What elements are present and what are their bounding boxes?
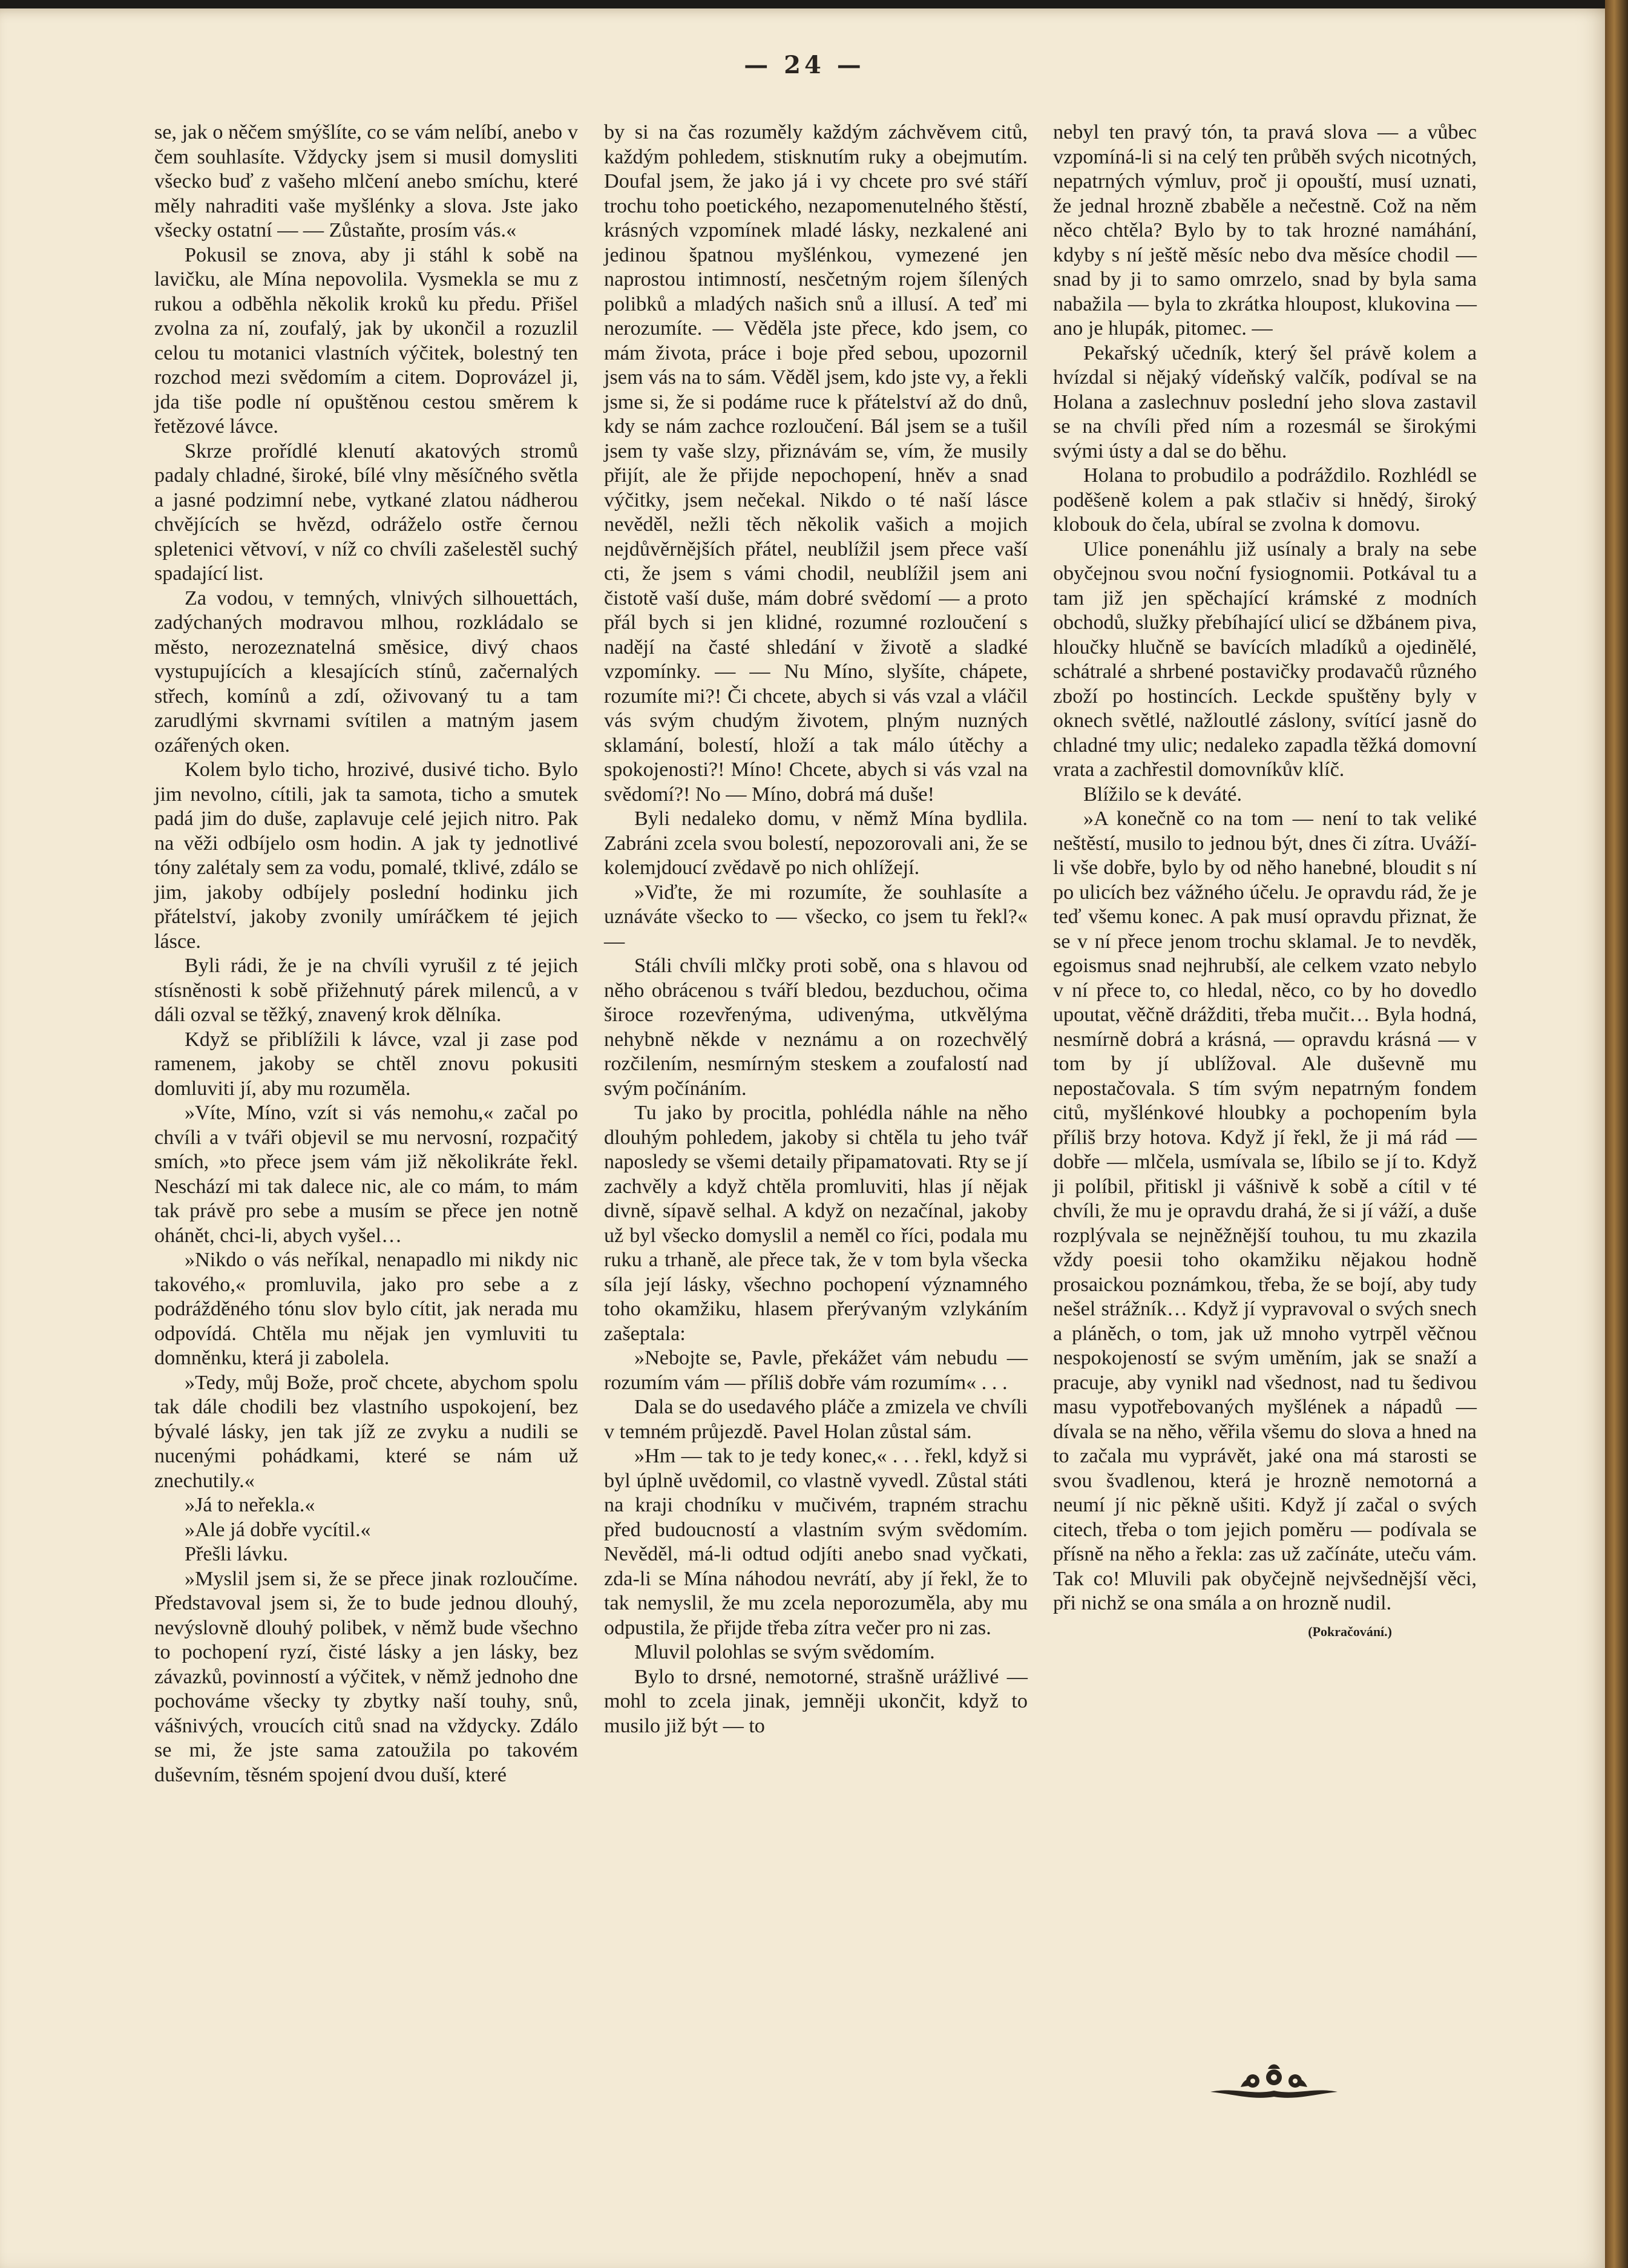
page [0,8,1609,2268]
paragraph: »Nikdo o vás neříkal, nenapadlo mi nikdy nic takového,« promluvila, jako pro sebe a z podrážděného tónu slov bylo cítit, jak nerada mu odpovídá. Chtěla mu nějak jen vymluviti tu domněnku, která ji zabolela. [154,1249,578,1369]
paragraph: Kolem bylo ticho, hrozivé, dusivé ticho. Bylo jim nevolno, cítili, jak ta samota, ticho a smutek padá jim do duše, zaplavuje celé jejich nitro. Pak na věži odbíjelo osm hodin. A jak ty jednotlivé tóny zalétaly sem za vodu, pomalé, tklivé, zdálo se jim, jakoby odbíjely poslední hodinku jich přátelství, jakoby zvonily umíráčkem té jejich lásce. [154,758,578,953]
paragraph: Za vodou, v temných, vlnivých silhouettách, zadýchaných modravou mlhou, rozkládalo se město, nerozeznatelná směsice, divý chaos vystupujících a klesajících stínů, začernalých střech, komínů a zdí, oživovaný tu a tam zarudlými skvrnami svítilen a matným jasem ozářených oken. [154,587,578,757]
page-number: — 24 — [744,51,865,79]
continuation-note: (Pokračování.) [1308,1623,1392,1639]
paragraph: nebyl ten pravý tón, ta pravá slova — a vůbec vzpomíná-li si na celý ten průběh svých nicotných, nepatrných výmluv, proč ji opouští, musí uznati, že jednal hrozně zbaběle a nečestně. Což na něm něco chtěla? Bylo by to tak hrozné namáhání, kdyby s ní ještě měsíc nebo dva měsíce chodil — snad by ji to samo omrzelo, snad by byla sama nabažila — byla to zkrátka hloupost, klukovina — ano je hlupák, pitomec. — [1053,121,1477,340]
paragraph: Když se přiblížili k lávce, vzal ji zase pod ramenem, jakoby se chtěl znovu pokusiti domluviti jí, aby mu rozuměla. [154,1028,578,1100]
paragraph: Bylo to drsné, nemotorné, strašně urážlivé — mohl to zcela jinak, jemněji ukončit, když to musilo již být — to [604,1665,1028,1737]
paragraph: Skrze prořídlé klenutí akatových stromů padaly chladné, široké, bílé vlny měsíčného světla a jasné podzimní nebe, vytkané zlatou nádherou chvějících se hvězd, odráželo ostře černou spletenici větvoví, v níž co chvíli zašelestěl suchý spadající list. [154,439,578,585]
paragraph: se, jak o něčem smýšlíte, co se vám nelíbí, anebo v čem souhlasíte. Vždycky jsem si musil domysliti všecko buď z vašeho mlčení anebo smíchu, které měly nahraditi vaše myšlénky a slova. Jste jako všecky ostatní — — Zůstaňte, prosím vás.« [154,121,578,242]
paragraph: by si na čas rozuměly každým záchvěvem citů, každým pohledem, stisknutím ruky a obejmutím. Doufal jsem, že jako já i vy chcete pro své stáří trochu toho poetického, nezapomenutelného štěstí, krásných vzpomínek mladé lásky, nezkalené ani jedinou špatnou myšlénkou, vymezené jen naprostou intimností, nesčetným rojem šílených polibků a mladých našich snů a illusí. A teď mi nerozumíte. — Věděla jste přece, kdo jsem, co mám života, práce i boje před sebou, upozornil jsem vás na to sám. Věděl jsem, kdo jste vy, a řekli jsme si, že si podáme ruce k přátelství až do dnů, kdy se nám zachce rozloučení. Bál jsem se a tušil jsem ty vaše slzy, přiznávám se, vím, že musily přijít, ale že přijde nepochopení, hněv a snad výčitky, jsem nečekal. Nikdo o té naší lásce nevěděl, nežli těch několik vašich a mojich nejdůvěrnějších přátel, neublížil jsem přece vaší cti, že jsem s vámi chodil, neublížil jsem ani čistotě vaší duše, mám dobré svědomí — a proto přál bych si jen klidné, rozumné rozloučení s nadějí na časté shledání v životě a sladké vzpomínky. — — Nu Míno, slyšíte, chápete, rozumíte mi?! Či chcete, abych si vás vzal a vláčil vás svým chudým životem, plným nuzných sklamání, bolestí, hloží a tak málo útěchy a spokojenosti?! Míno! Chcete, abych si vás vzal na svědomí?! No — Míno, dobrá má duše! [604,121,1028,806]
paragraph: Blížilo se k deváté. [1083,783,1242,806]
paragraph: »A konečně co na tom — není to tak veliké neštěstí, musilo to jednou být, dnes či zítra. Uváží-li vše dobře, bylo by od něho hanebné, bloudit s ní po ulicích bez vážného účelu. Je opravdu rád, že je teď všemu konec. A pak musí opravdu přiznat, že se v ní přece jenom trochu sklamal. Je to nevděk, egoismus snad nejhrubší, ale celkem vzato nebylo v ní přece to, co hledal, něco, co by ho dovedlo upoutat, věčně drážditi, třeba mučit… Byla hodná, nesmírně dobrá a krásná, — opravdu krásná — v tom by jí ublížoval. Ale duševně mu nepostačovala. S tím svým nepatrným fondem citů, myšlénkové hloubky a pochopením byla příliš brzy hotova. Když jí řekl, že ji má rád — dobře — mlčela, usmívala se, líbilo se jí to. Když ji políbil, přitiskl ji vášnivě k sobě a cítil v té chvíli, že mu je opravdu drahá, že si jí váží, a duše rozplývala se nejněžnější touhou, tu mu zkazila vždy poesii toho okamžiku nějakou hodně prosaickou poznámkou, třeba, že se bojí, aby tudy nešel strážník… Když jí vypravoval o svých snech a pláněch, o tom, jak už mnoho vytrpěl věčnou nespokojeností se svým uměním, jak se snaží a pracuje, aby vynikl nad všednost, nad tu šedivou masu vypotřebovaných myšlének a nápadů — dívala se na něho, věřila všemu do slova a hned na to začala mu vyprávět, jaké ona má starosti se svou švadlenou, která je hrozně nemotorná a neumí jí nic pěkně ušiti. Když jí začal o svých citech, třeba o tom jejich poměru — podívala se přísně na něho a řekla: zas už začínáte, uteču vám. Tak co! Mluvili pak obyčejně nejvšednější věci, při nichž se ona smála a on hrozně nudil. [1053,807,1477,1614]
paragraph: Pokusil se znova, aby ji stáhl k sobě na lavičku, ale Mína nepovolila. Vysmekla se mu z rukou a odběhla několik kroků ku předu. Přišel zvolna za ní, zoufalý, jak by ukončil a rozuzlil celou tu motanici vlastních výčitek, bolestný ten rozchod mezi svědomím a citem. Doprovázel ji, jda tiše podle ní opuštěnou cestou směrem k řetězové lávce. [154,243,578,438]
column-2 [604,120,1028,1738]
paragraph: »Viďte, že mi rozumíte, že souhlasíte a uznáváte všecko to — všecko, co jsem tu řekl?« — [604,881,1028,953]
paragraph: »Hm — tak to je tedy konec,« . . . řekl, když si byl úplně uvědomil, co vlastně vyvedl. Zůstal státi na kraji chodníku v mučivém, trapném strachu před budoucností a vlastním svým svědomím. Nevěděl, má-li odtud odjíti anebo snad vyčkati, zda-li se Mína náhodou nevrátí, aby jí řekl, že to tak nemyslil, že mu zcela neporozuměla, aby mu odpustila, že přijde třeba zítra večer pro ni zas. [604,1445,1028,1639]
paragraph: »Myslil jsem si, že se přece jinak rozloučíme. Představoval jsem si, že to bude jednou dlouhý, nevýslovně dlouhý polibek, v němž bude všechno to pochopení ryzí, čisté lásky a jen lásky, bez závazků, povinností a výčitek, v němž jednoho dne pochováme všecky ty zbytky naší touhy, snů, vášnivých, vroucích citů snad na vždycky. Zdálo se mi, že jste sama zatoužila po takovém duševním, těsném spojení dvou duší, které [154,1567,578,1786]
paragraph: Tu jako by procitla, pohlédla náhle na něho dlouhým pohledem, jakoby si chtěla tu jeho tvář naposledy se všemi detaily připamatovati. Rty se jí zachvěly a když chtěla promluviti, hlas jí nějak divně, sípavě selhal. A když on nezačínal, jakoby už byl všecko domyslil a neměl co říci, podala mu ruku a trhaně, ale přece tak, že v tom byla všecka síla její lásky, všechno pochopení významného toho okamžiku, hlasem přerývaným vzlykáním zašeptala: [604,1102,1028,1345]
paragraph: Přešli lávku. [185,1543,288,1565]
paragraph: Dala se do usedavého pláče a zmizela ve chvíli v temném průjezdě. Pavel Holan zůstal sám. [604,1396,1028,1443]
column-1 [154,120,578,1787]
paragraph: »Já to neřekla.« [185,1494,315,1516]
paragraph: Ulice ponenáhlu již usínaly a braly na sebe obyčejnou svou noční fysiognomii. Potkával tu a tam již jen spěchající krámské z modních obchodů, služky přebíhající ulicí se džbánem piva, hloučky hlučně se bavících mladíků a ojedinělé, schátralé a shrbené postavičky prodavačů různého zboží po hostincích. Leckde spuštěny byly v oknech světlé, nažloutlé záslony, svítící jasně do chladné tmy ulic; nedaleko zapadla těžká domovní vrata a zachřestil domovníkův klíč. [1053,537,1477,781]
paragraph: Byli nedaleko domu, v němž Mína bydlila. Zabráni zcela svou bolestí, nepozorovali ani, že se kolemjdoucí zvědavě po nich ohlížejí. [604,807,1028,879]
paragraph: »Tedy, můj Bože, proč chcete, abychom spolu tak dále chodili bez vlastního uspokojení, bez bývalé lásky, jen tak jíž ze zvyku a nudili se nucenými pohádkami, které se nám už znechutily.« [154,1371,578,1492]
paragraph: Mluvil polohlas se svým svědomím. [634,1641,935,1663]
paragraph: Byli rádi, že je na chvíli vyrušil z té jejich stísněnosti k sobě přižehnutý párek milenců, a v dáli ozval se těžký, znavený krok dělníka. [154,955,578,1026]
paragraph: Pekařský učedník, který šel právě kolem a hvízdal si nějaký vídeňský valčík, podíval se na Holana a zaslechnuv poslední jeho slova zastavil se na chvíli před ním a rozesmál se širokými svými ústy a dal se do běhu. [1053,341,1477,462]
column-3 [1053,120,1477,1644]
book-spine [1605,0,1628,2268]
paragraph: Stáli chvíli mlčky proti sobě, ona s hlavou od něho obrácenou s tváří bledou, bezduchou, očima široce rozevřenýma, udivenýma, utkvělýma nehybně někde v neznámu a on rozechvělý rozčilením, nesmírným steskem a zoufalostí nad svým počínáním. [604,955,1028,1100]
paragraph: »Nebojte se, Pavle, překážet vám nebudu — rozumím vám — příliš dobře vám rozumím« . . . [604,1347,1028,1394]
paragraph: Holana to probudilo a podráždilo. Rozhlédl se poděšeně kolem a pak stlačiv si hnědý, široký klobouk do čela, ubíral se zvolna k domovu. [1053,464,1477,536]
paragraph: »Ale já dobře vycítil.« [185,1518,371,1541]
paragraph: »Víte, Míno, vzít si vás nemohu,« začal po chvíli a v tváři objevil se mu nervosní, rozpačitý smích, »to přece jsem vám již několikráte řekl. Neschází mi tak dalece nic, ale co mám, to mám tak právě pro sebe a musím se přece jen notně ohánět, chci-li, abych vyšel… [154,1102,578,1247]
floral-ornament-icon [1204,2060,1344,2103]
